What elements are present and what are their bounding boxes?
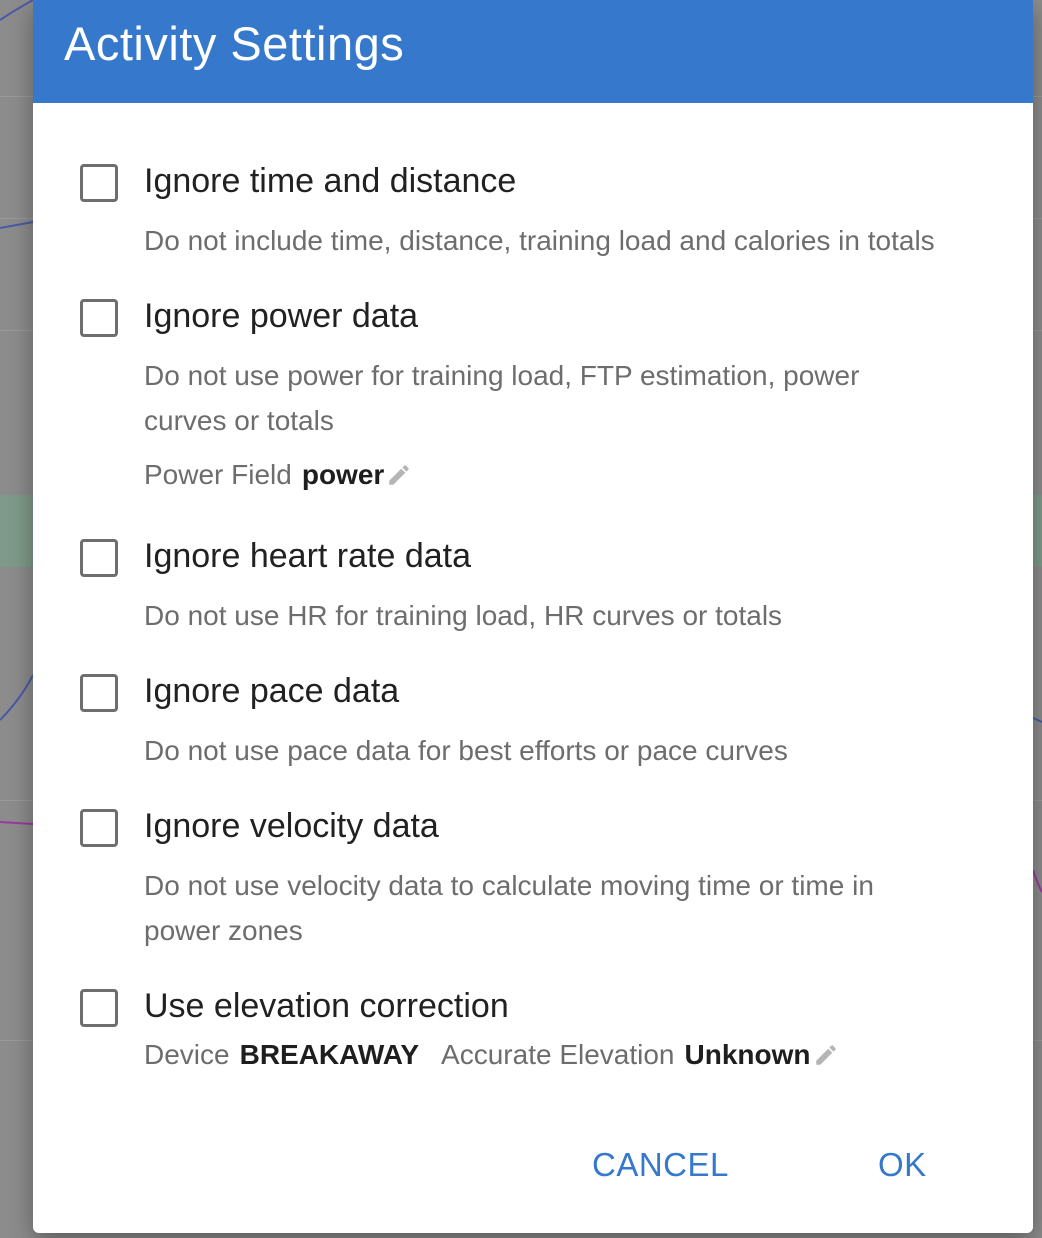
power-field-label: Power Field	[144, 459, 292, 490]
ok-button[interactable]: OK	[878, 1146, 927, 1183]
elevation-info-row	[144, 1039, 839, 1071]
setting-title: Ignore time and distance	[144, 162, 517, 200]
dialog-actions	[33, 1146, 1033, 1186]
pencil-icon[interactable]	[386, 462, 412, 488]
ignore-velocity-checkbox[interactable]	[80, 809, 118, 847]
ignore-power-checkbox[interactable]	[80, 299, 118, 337]
setting-title: Ignore velocity data	[144, 807, 439, 845]
ignore-heart-rate-checkbox[interactable]	[80, 539, 118, 577]
setting-title: Ignore heart rate data	[144, 537, 472, 575]
setting-description: Do not use pace data for best efforts or pace curves	[144, 735, 788, 766]
setting-title: Ignore power data	[144, 297, 419, 335]
dialog-header	[33, 0, 1033, 103]
setting-title: Use elevation correction	[144, 987, 509, 1025]
elevation-correction-checkbox[interactable]	[80, 989, 118, 1027]
power-field-row	[144, 459, 412, 491]
cancel-button[interactable]: CANCEL	[592, 1146, 729, 1183]
pencil-icon[interactable]	[813, 1042, 839, 1068]
setting-description: Do not use HR for training load, HR curves or totals	[144, 600, 783, 631]
power-field-value: power	[301, 459, 385, 490]
accurate-elevation-value: Unknown	[684, 1039, 811, 1070]
setting-description: Do not include time, distance, training load and calories in totals	[144, 225, 935, 256]
activity-settings-dialog	[33, 0, 1033, 1233]
dialog-title: Activity Settings	[64, 17, 405, 70]
accurate-elevation-label: Accurate Elevation	[441, 1039, 675, 1070]
ignore-time-distance-checkbox[interactable]	[80, 164, 118, 202]
ignore-pace-checkbox[interactable]	[80, 674, 118, 712]
setting-title: Ignore pace data	[144, 672, 400, 710]
device-value: BREAKAWAY	[239, 1039, 420, 1070]
setting-description: Do not use velocity data to calculate moving time or time in power zones	[144, 870, 874, 946]
device-label: Device	[144, 1039, 230, 1070]
setting-description: Do not use power for training load, FTP estimation, power curves or totals	[144, 360, 860, 436]
